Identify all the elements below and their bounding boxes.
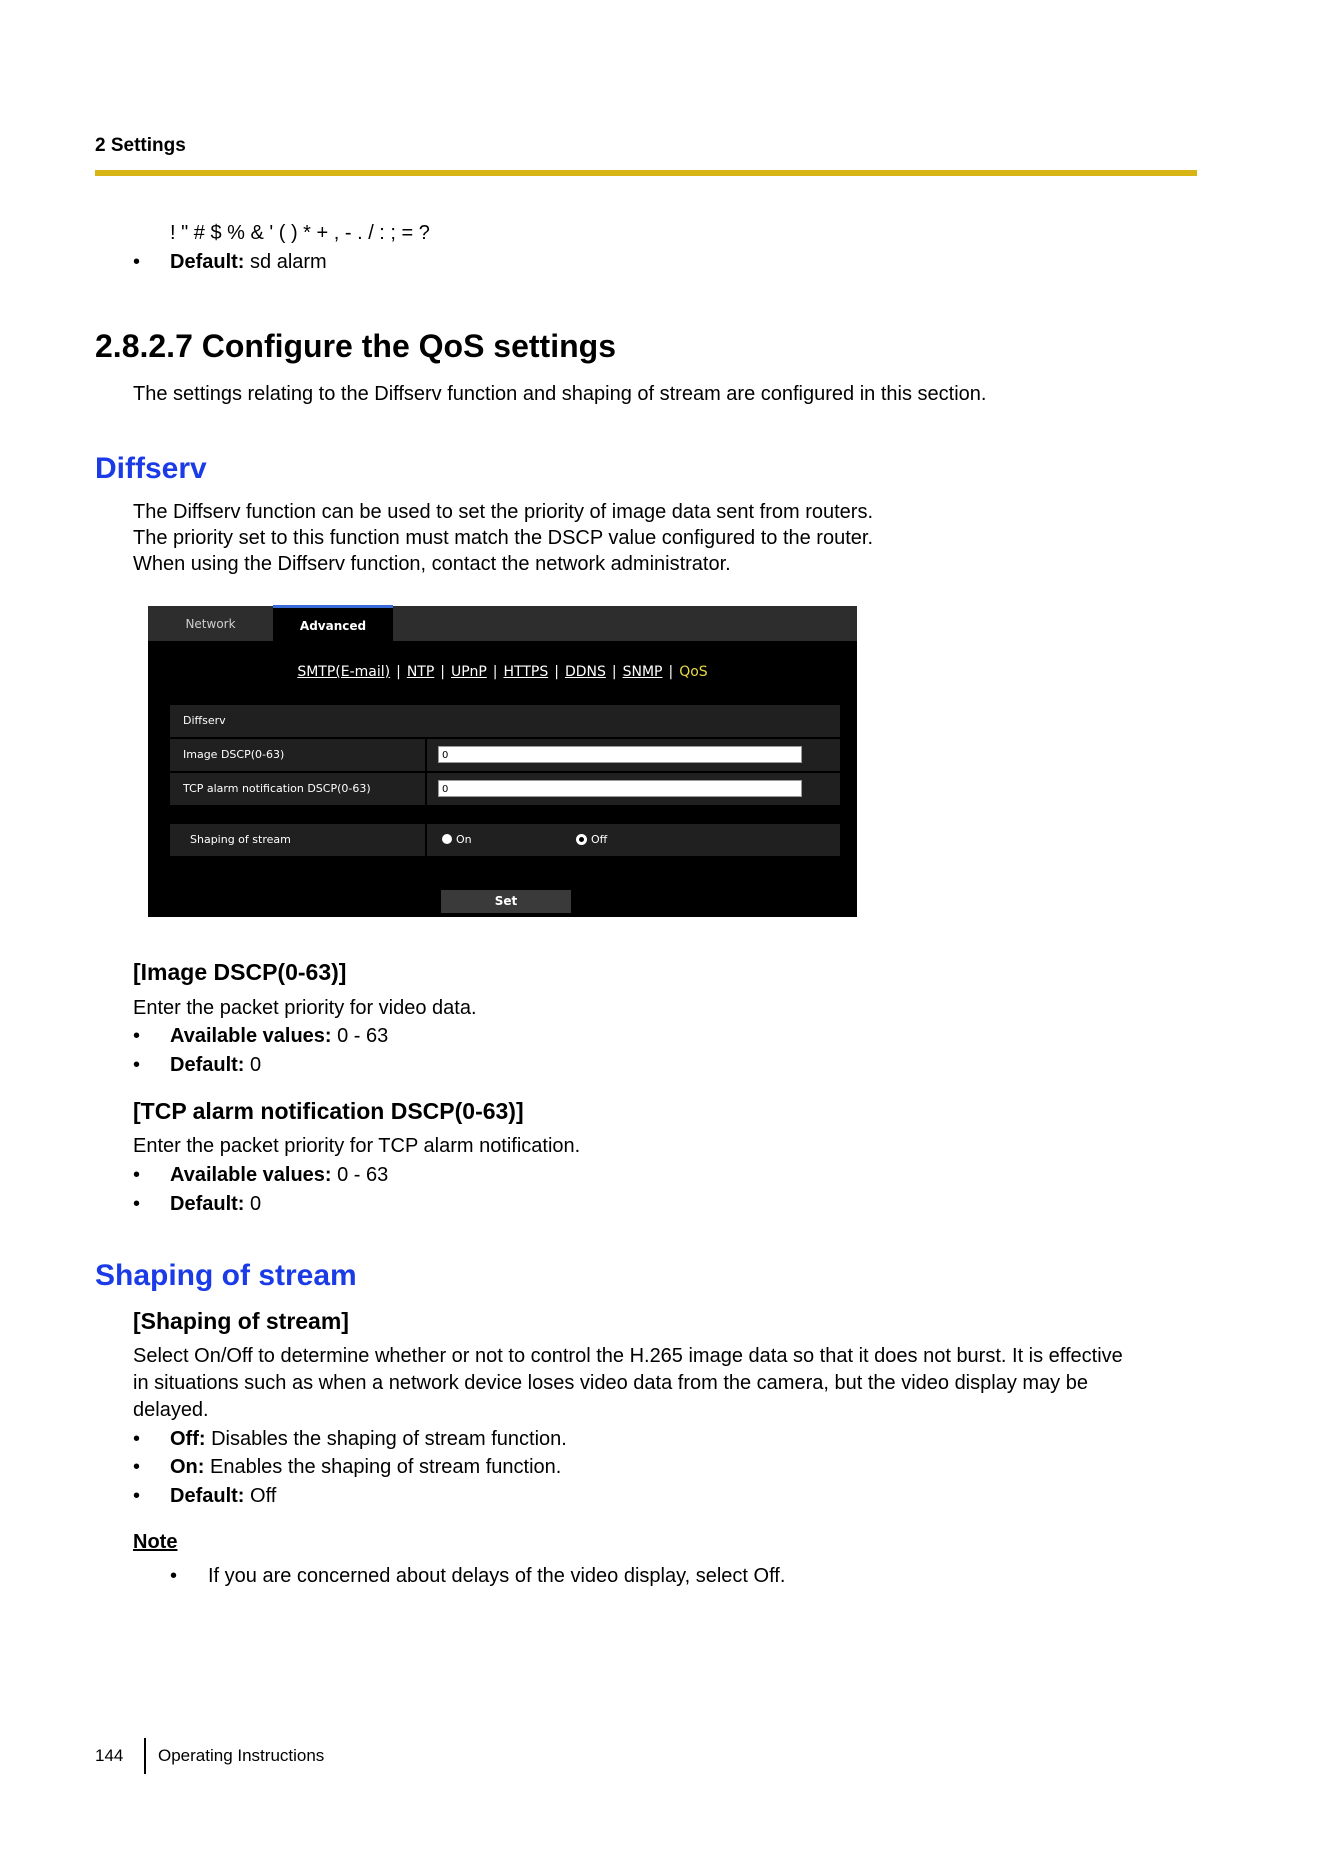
bullet-icon: • xyxy=(170,1565,178,1587)
nav-link-upnp[interactable]: UPnP xyxy=(451,664,487,680)
section-title: 2.8.2.7 Configure the QoS settings xyxy=(95,328,616,364)
diffserv-section-label: Diffserv xyxy=(183,714,226,727)
qos-settings-screenshot xyxy=(148,606,857,917)
image-dscp-default: Default: 0 xyxy=(170,1054,262,1076)
advanced-nav: SMTP(E-mail) | NTP | UPnP | HTTPS | DDNS | SNMP | QoS xyxy=(297,664,708,680)
image-dscp-desc: Enter the packet priority for video data. xyxy=(133,997,477,1019)
bullet-icon: • xyxy=(133,1485,141,1507)
bullet-icon: • xyxy=(133,251,141,273)
nav-link-qos[interactable]: QoS xyxy=(679,664,708,680)
nav-link-ntp[interactable]: NTP xyxy=(406,664,435,680)
shaping-heading: Shaping of stream xyxy=(95,1259,357,1292)
tcp-dscp-desc: Enter the packet priority for TCP alarm notification. xyxy=(133,1135,581,1157)
set-button[interactable]: Set xyxy=(441,890,571,913)
note-text: If you are concerned about delays of the video display, select Off. xyxy=(208,1565,786,1587)
tcp-dscp-label: TCP alarm notification DSCP(0-63) xyxy=(183,782,371,795)
diffserv-line: The Diffserv function can be used to set the priority of image data sent from routers. xyxy=(133,501,873,523)
bullet-icon: • xyxy=(133,1456,141,1478)
bullet-icon: • xyxy=(133,1025,141,1047)
header-rule xyxy=(95,170,1197,176)
tcp-dscp-available: Available values: 0 - 63 xyxy=(170,1164,389,1186)
shaping-off-label: Off xyxy=(591,833,608,846)
diffserv-line: When using the Diffserv function, contact the network administrator. xyxy=(133,553,731,575)
tcp-dscp-heading: [TCP alarm notification DSCP(0-63)] xyxy=(133,1098,524,1124)
shaping-line: delayed. xyxy=(133,1399,209,1421)
nav-link-snmp[interactable]: SNMP xyxy=(622,664,663,680)
tcp-dscp-input[interactable]: 0 xyxy=(438,780,802,797)
footer-divider xyxy=(144,1738,146,1774)
shaping-on-label: On xyxy=(456,833,472,846)
bullet-icon: • xyxy=(133,1193,141,1215)
shaping-on-radio[interactable] xyxy=(442,834,452,844)
section-intro: The settings relating to the Diffserv function and shaping of stream are configured in this section. xyxy=(133,383,987,405)
shaping-line: Select On/Off to determine whether or not to control the H.265 image data so that it does not burst. It is effective xyxy=(133,1345,1123,1367)
shaping-subheading: [Shaping of stream] xyxy=(133,1308,349,1334)
image-dscp-heading: [Image DSCP(0-63)] xyxy=(133,959,347,985)
page-number: 144 xyxy=(95,1746,124,1765)
document-title: Operating Instructions xyxy=(158,1746,325,1765)
shaping-label: Shaping of stream xyxy=(190,833,291,846)
shaping-line: in situations such as when a network device loses video data from the camera, but the video display may be xyxy=(133,1372,1088,1394)
nav-link-smtp[interactable]: SMTP(E-mail) xyxy=(297,664,391,680)
bullet-icon: • xyxy=(133,1164,141,1186)
image-dscp-label: Image DSCP(0-63) xyxy=(183,748,285,761)
shaping-off-item: Off: Disables the shaping of stream function. xyxy=(170,1428,567,1450)
tab-advanced[interactable]: Advanced xyxy=(273,605,393,643)
image-dscp-available: Available values: 0 - 63 xyxy=(170,1025,389,1047)
permitted-characters: ! " # $ % & ' ( ) * + , - . / : ; = ? xyxy=(170,222,430,244)
diffserv-section-row xyxy=(170,705,840,737)
running-header: 2 Settings xyxy=(95,135,186,156)
image-dscp-input[interactable]: 0 xyxy=(438,746,802,763)
nav-link-https[interactable]: HTTPS xyxy=(503,664,549,680)
shaping-off-radio[interactable] xyxy=(576,834,587,845)
default-item: Default: sd alarm xyxy=(170,251,327,273)
nav-link-ddns[interactable]: DDNS xyxy=(564,664,606,680)
tcp-dscp-default: Default: 0 xyxy=(170,1193,262,1215)
diffserv-line: The priority set to this function must match the DSCP value configured to the router. xyxy=(133,527,873,549)
bullet-icon: • xyxy=(133,1428,141,1450)
shaping-on-item: On: Enables the shaping of stream function. xyxy=(170,1456,562,1478)
diffserv-heading: Diffserv xyxy=(95,452,207,485)
tab-network[interactable]: Network xyxy=(148,606,273,641)
shaping-value-cell xyxy=(427,824,840,856)
bullet-icon: • xyxy=(133,1054,141,1076)
shaping-default-item: Default: Off xyxy=(170,1485,277,1507)
note-title: Note xyxy=(133,1531,178,1553)
